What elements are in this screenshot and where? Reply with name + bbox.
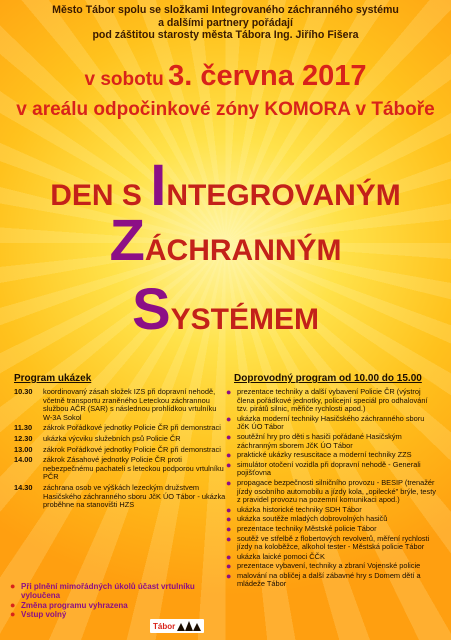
program-item [14, 388, 226, 422]
program-text: zákrok Pořádkové jednotky Policie ČR při demonstraci [43, 423, 221, 433]
program-time: 13.00 [14, 444, 33, 454]
side-program-text: prezentace techniky a další vybavení Policie ČR (výstroj člena pořádkové jednotky, policejní speciál pro odhalování tzv. pirátů silnic, měřiče rychlosti apod.) [237, 387, 428, 414]
bullet-icon: ● [226, 459, 232, 470]
bullet-icon: ● [226, 570, 232, 581]
note-item [10, 601, 220, 610]
side-program-text: prezentace techniky Městské policie Tábor [237, 523, 377, 533]
note-item [10, 582, 220, 601]
program-time: 14.00 [14, 455, 33, 465]
notes-list [10, 582, 220, 620]
bullet-icon: ● [226, 523, 232, 534]
program-time: 11.30 [14, 423, 33, 433]
note-text: Změna programu vyhrazena [21, 600, 128, 610]
side-program-item [226, 515, 438, 524]
side-program-item [226, 415, 438, 432]
title-word-integrovanym: NTEGROVANÝM [166, 179, 401, 212]
tabor-city-emblem-icon [177, 621, 201, 631]
title-line-3 [0, 276, 451, 343]
program-heading: Program ukázek [14, 373, 92, 384]
side-program-text: malování na obličej a další zábavné hry s Domem dětí a mládeže Tábor [237, 570, 421, 589]
side-program-text: propagace bezpečnosti silničního provozu - BESIP (trenažér jízdy osobního automobilu a jízdy kola, „opilecké" brýle, testy z pravidel provozu na pozemní komunikaci apod.) [237, 477, 436, 505]
side-program-item [226, 479, 438, 505]
program-item [14, 484, 226, 510]
side-program-text: ukázka historické techniky SDH Tábor [237, 504, 362, 514]
program-item [14, 446, 226, 455]
side-program-text: praktické ukázky resuscitace a moderní techniky ZZS [237, 450, 412, 460]
program-item [14, 424, 226, 433]
bullet-icon: ● [226, 477, 232, 488]
bullet-icon: ● [10, 581, 16, 591]
side-program-text: prezentace vybavení, techniky a zbraní Vojenské policie [237, 561, 421, 571]
bullet-icon: ● [226, 504, 232, 515]
event-venue: v areálu odpočinkové zóny KOMORA v Táboře [16, 99, 435, 120]
side-program-text: simulátor otočení vozidla při dopravní nehodě - Generali pojišťovna [237, 459, 421, 478]
bullet-icon: ● [226, 387, 232, 397]
title-initial-i: I [150, 153, 167, 218]
bullet-icon: ● [10, 599, 16, 610]
date-prefix: v sobotu [84, 69, 164, 90]
program-time: 10.30 [14, 387, 33, 396]
intro-line: Město Tábor spolu se složkami Integrovaného záchranného systému [52, 4, 399, 16]
side-program-item [226, 562, 438, 571]
side-program-text: ukázka soutěže mladých dobrovolných hasičů [237, 514, 388, 524]
side-program-item [226, 461, 438, 478]
program-item [14, 435, 226, 444]
bullet-icon: ● [226, 514, 232, 525]
bullet-icon: ● [226, 431, 232, 442]
event-date [0, 60, 451, 93]
bullet-icon: ● [226, 413, 232, 424]
side-program-list [226, 388, 438, 590]
title-initial-z: Z [109, 208, 145, 273]
title-initial-s: S [131, 277, 171, 342]
bullet-icon: ● [226, 551, 232, 562]
side-program-item [226, 525, 438, 534]
program-text: koordinovaný zásah složek IZS při dopravní nehodě, včetně transportu zraněného Leteckou záchrannou službou AČR (SAR) s následnou prohlídkou vrtulníku W-3A Sokol [43, 387, 217, 422]
bullet-icon: ● [226, 533, 232, 544]
program-text: zákrok Pořádkové jednotky Policie ČR při demonstraci [43, 444, 221, 454]
title-prefix: DEN S [50, 179, 151, 212]
program-text: záchrana osob ve výškách lezeckým družstvem Hasičského záchranného sboru JčK ÚO Tábor - ukázka proběhne na stanovišti HZS [43, 482, 226, 510]
side-program-text: ukázka laické pomoci ČČK [237, 551, 325, 561]
side-program-text: soutěžní hry pro děti s hasiči pořádané Hasičským záchranným sborem JčK ÚO Tábor [237, 431, 402, 450]
note-text: Při plnění mimořádných úkolů účast vrtulníku vyloučena [21, 582, 195, 601]
tabor-logo [150, 619, 204, 633]
side-program-item [226, 572, 438, 589]
date-main: 3. června 2017 [168, 60, 367, 92]
program-text: ukázka výcviku služebních psů Policie ČR [43, 433, 181, 443]
intro-line: pod záštitou starosty města Tábora Ing. Jiřího Fišera [92, 29, 359, 42]
note-text: Vstup volný [21, 610, 67, 620]
side-program-item [226, 535, 438, 552]
side-program-item [226, 433, 438, 450]
program-time: 14.30 [14, 482, 33, 492]
program-time: 12.30 [14, 433, 33, 443]
intro-line: a dalšími partnery pořádají [158, 16, 293, 29]
side-program-item [226, 451, 438, 460]
side-program-item [226, 388, 438, 414]
side-program-heading: Doprovodný program od 10.00 do 15.00 [234, 373, 422, 384]
title-word-zachrannym: ÁCHRANNÝM [144, 234, 342, 267]
bullet-icon: ● [10, 609, 16, 620]
title-word-systemem: YSTÉMEM [170, 303, 320, 336]
intro-text [0, 4, 451, 42]
side-program-item [226, 553, 438, 562]
program-item [14, 456, 226, 482]
program-text: zákrok Zásahové jednotky Policie ČR proti nebezpečnému pachateli s leteckou podporou vrtulníku PČR [43, 455, 224, 482]
logo-text: Tábor [153, 621, 176, 631]
title-line-2 [0, 207, 451, 274]
side-program-text: soutěž ve střelbě z flobertových revolverů, měření rychlosti jízdy na koloběžce, alkohol tester - Městská policie Tábor [237, 533, 430, 552]
side-program-item [226, 506, 438, 515]
bullet-icon: ● [226, 450, 232, 461]
bullet-icon: ● [226, 561, 232, 572]
side-program-text: ukázka moderní techniky Hasičského záchranného sboru JčK ÚO Tábor [237, 413, 425, 432]
program-list [14, 388, 226, 512]
